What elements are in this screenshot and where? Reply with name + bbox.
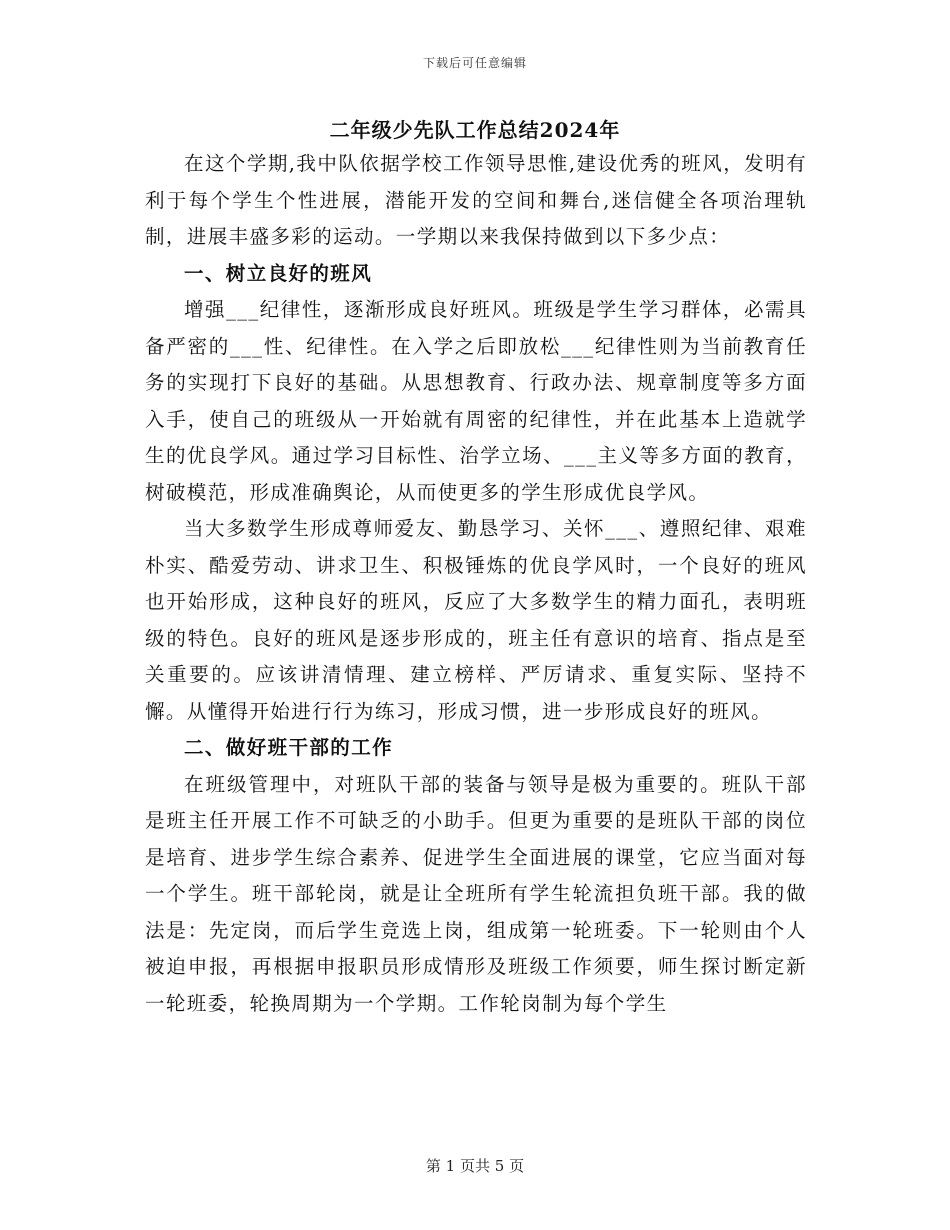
- section-1-paragraph-2: 当大多数学生形成尊师爱友、勤恳学习、关怀___、遵照纪律、艰难朴实、酷爱劳动、讲求卫生、积极锤炼的优良学风时，一个良好的班风也开始形成，这种良好的班风，反应了大多数学生的精力面孔，表明班级的特色。良好的班风是逐步形成的，班主任有意识的培育、指点是至关重要的。应该讲清情理、建立榜样、严厉请求、重复实际、坚持不懈。从懂得开始进行行为练习，形成习惯，进一步形成良好的班风。: [145, 517, 807, 723]
- section-2-paragraph-1: 在班级管理中，对班队干部的装备与领导是极为重要的。班队干部是班主任开展工作不可缺乏的小助手。但更为重要的是班队干部的岗位是培育、进步学生综合素养、促进学生全面进展的课堂，它应当面对每一个学生。班干部轮岗，就是让全班所有学生轮流担负班干部。我的做法是：先定岗，而后学生竞选上岗，组成第一轮班委。下一轮则由个人被迫申报，再根据申报职员形成情形及班级工作须要，师生探讨断定新一轮班委，轮换周期为一个学期。工作轮岗制为每个学生: [145, 772, 807, 1015]
- page-number-footer: 第 1 页共 5 页: [425, 1157, 525, 1175]
- document-title: 二年级少先队工作总结2024年: [329, 118, 621, 142]
- header-note: 下载后可任意编辑: [422, 56, 527, 70]
- intro-paragraph: 在这个学期,我中队依据学校工作领导思惟,建设优秀的班风，发明有利于每个学生个性进展，潜能开发的空间和舞台,迷信健全各项治理轨制，进展丰盛多彩的运动。一学期以来我保持做到以下多少点：: [145, 152, 807, 248]
- document-body: [145, 146, 807, 1022]
- section-heading-2: 二、做好班干部的工作: [184, 736, 394, 759]
- section-1-paragraph-1: 增强___纪律性，逐渐形成良好班风。班级是学生学习群体，必需具备严密的___性、纪律性。在入学之后即放松___纪律性则为当前教育任务的实现打下良好的基础。从思想教育、行政办法、规章制度等多方面入手，使自己的班级从一开始就有周密的纪律性，并在此基本上造就学生的优良学风。通过学习目标性、治学立场、___主义等多方面的教育，树破模范，形成准确舆论，从而使更多的学生形成优良学风。: [145, 298, 807, 504]
- section-heading-1: 一、树立良好的班风: [184, 261, 373, 285]
